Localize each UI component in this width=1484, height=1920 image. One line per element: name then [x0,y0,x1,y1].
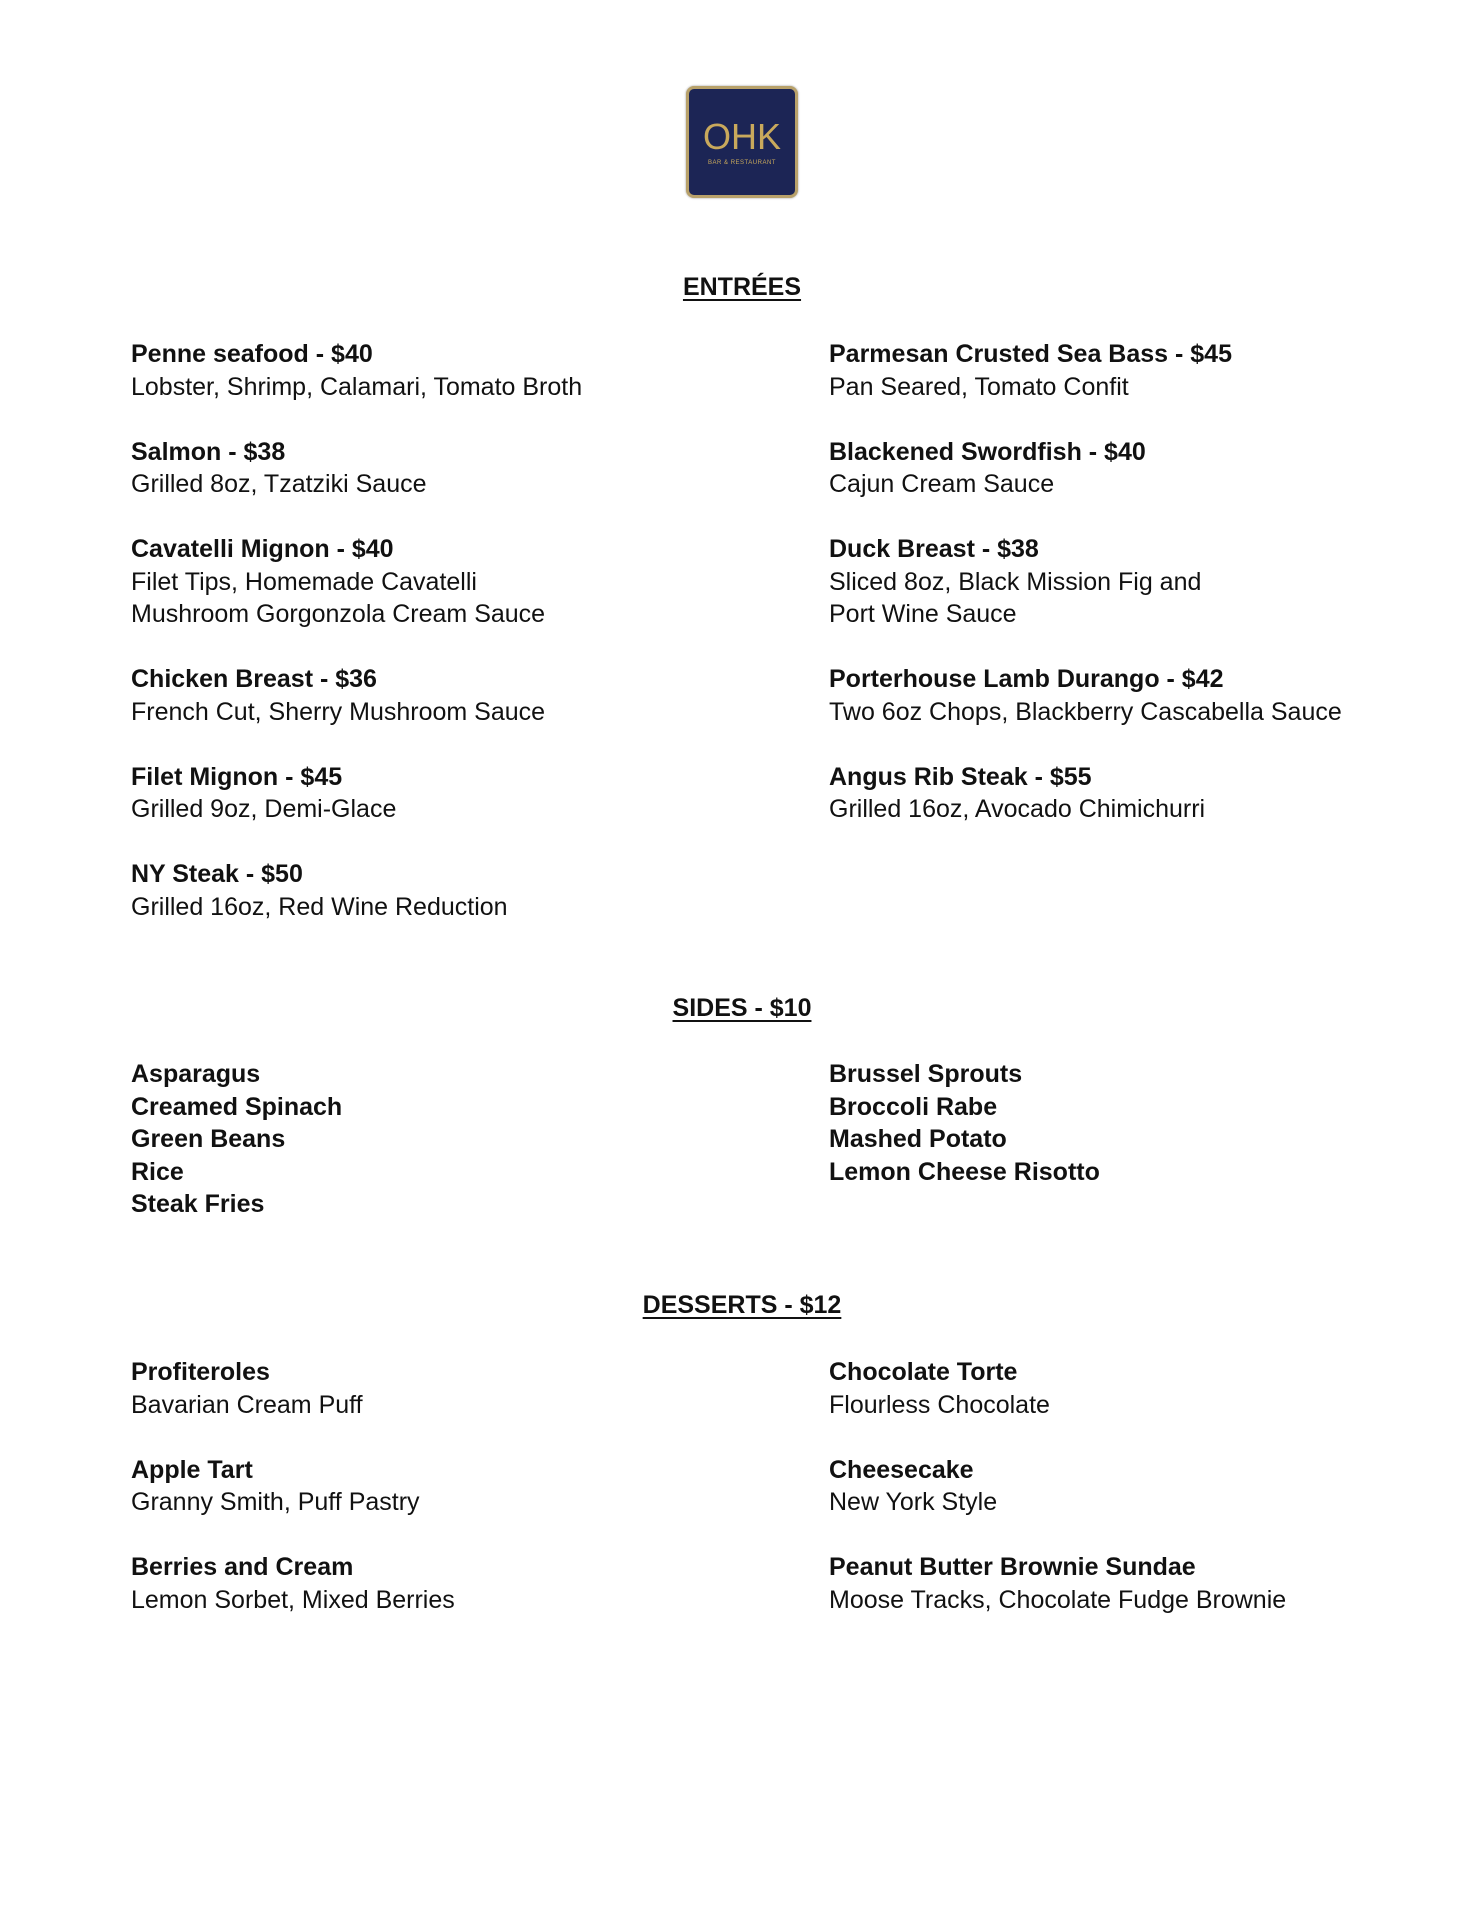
side-item: Steak Fries [131,1190,265,1218]
item-title: Cavatelli Mignon - $40 [131,535,394,563]
restaurant-logo [686,86,798,198]
item-title: Chicken Breast - $36 [131,665,377,693]
side-item: Mashed Potato [829,1125,1007,1153]
item-description: Lobster, Shrimp, Calamari, Tomato Broth [131,372,583,401]
menu-item [131,1551,811,1616]
side-item: Brussel Sprouts [829,1060,1023,1088]
item-description: Cajun Cream Sauce [829,470,1055,498]
sides-heading: SIDES - $10 [672,994,812,1022]
menu-item [829,338,1469,403]
menu-item [829,1356,1469,1421]
menu-item [131,1356,811,1421]
entrees-heading: ENTRÉES [682,273,802,301]
desserts-heading: DESSERTS - $12 [642,1291,842,1319]
item-description: Port Wine Sauce [829,600,1017,628]
side-item: Green Beans [131,1125,286,1153]
item-title: Profiteroles [131,1358,270,1386]
menu-item [131,858,811,923]
item-description: Granny Smith, Puff Pastry [131,1488,420,1516]
item-description: Grilled 16oz, Avocado Chimichurri [829,795,1206,823]
item-description: French Cut, Sherry Mushroom Sauce [131,697,546,726]
menu-item [131,338,811,403]
side-item: Broccoli Rabe [829,1092,998,1121]
item-title: Parmesan Crusted Sea Bass - $45 [829,340,1232,368]
sides-left-column [131,1058,811,1221]
item-title: Filet Mignon - $45 [131,762,343,791]
item-description: Lemon Sorbet, Mixed Berries [131,1585,455,1614]
desserts-right-column [829,1356,1469,1649]
item-title: Apple Tart [131,1455,253,1484]
item-description: Mushroom Gorgonzola Cream Sauce [131,600,546,628]
side-item: Lemon Cheese Risotto [829,1157,1100,1186]
item-title: Berries and Cream [131,1553,354,1581]
menu-item [131,761,811,826]
item-description: Grilled 8oz, Tzatziki Sauce [131,470,427,498]
side-item: Asparagus [131,1060,261,1088]
item-description: New York Style [829,1488,998,1516]
menu-item [829,1454,1469,1519]
menu-item [131,436,811,501]
menu-item [131,533,811,631]
item-title: Chocolate Torte [829,1358,1018,1386]
menu-item [131,663,811,728]
item-title: Salmon - $38 [131,437,286,466]
item-description: Moose Tracks, Chocolate Fudge Brownie [829,1585,1287,1614]
entrees-right-column [829,338,1469,858]
item-title: Penne seafood - $40 [131,340,373,368]
sides-right-column [829,1058,1469,1188]
entrees-left-column [131,338,811,956]
logo-subtitle: BAR & RESTAURANT [708,160,776,166]
item-title: Porterhouse Lamb Durango - $42 [829,665,1224,693]
menu-item [829,436,1469,501]
item-description: Flourless Chocolate [829,1390,1050,1419]
item-description: Filet Tips, Homemade Cavatelli [131,567,477,596]
menu-item [829,1551,1469,1616]
item-title: NY Steak - $50 [131,860,303,888]
item-title: Cheesecake [829,1455,974,1484]
side-item: Rice [131,1157,184,1186]
side-item: Creamed Spinach [131,1092,343,1121]
menu-item [829,663,1469,728]
item-description: Grilled 16oz, Red Wine Reduction [131,892,508,921]
item-title: Peanut Butter Brownie Sundae [829,1553,1196,1581]
item-description: Bavarian Cream Puff [131,1390,363,1419]
menu-item [131,1454,811,1519]
desserts-left-column [131,1356,811,1649]
item-description: Grilled 9oz, Demi-Glace [131,795,397,823]
item-description: Sliced 8oz, Black Mission Fig and [829,567,1202,596]
item-title: Duck Breast - $38 [829,535,1039,563]
logo-mark: OHK [702,116,781,157]
menu-item [829,761,1469,826]
item-description: Two 6oz Chops, Blackberry Cascabella Sauce [829,697,1342,726]
item-description: Pan Seared, Tomato Confit [829,372,1129,401]
menu-item [829,533,1469,631]
item-title: Blackened Swordfish - $40 [829,437,1146,466]
item-title: Angus Rib Steak - $55 [829,762,1092,791]
